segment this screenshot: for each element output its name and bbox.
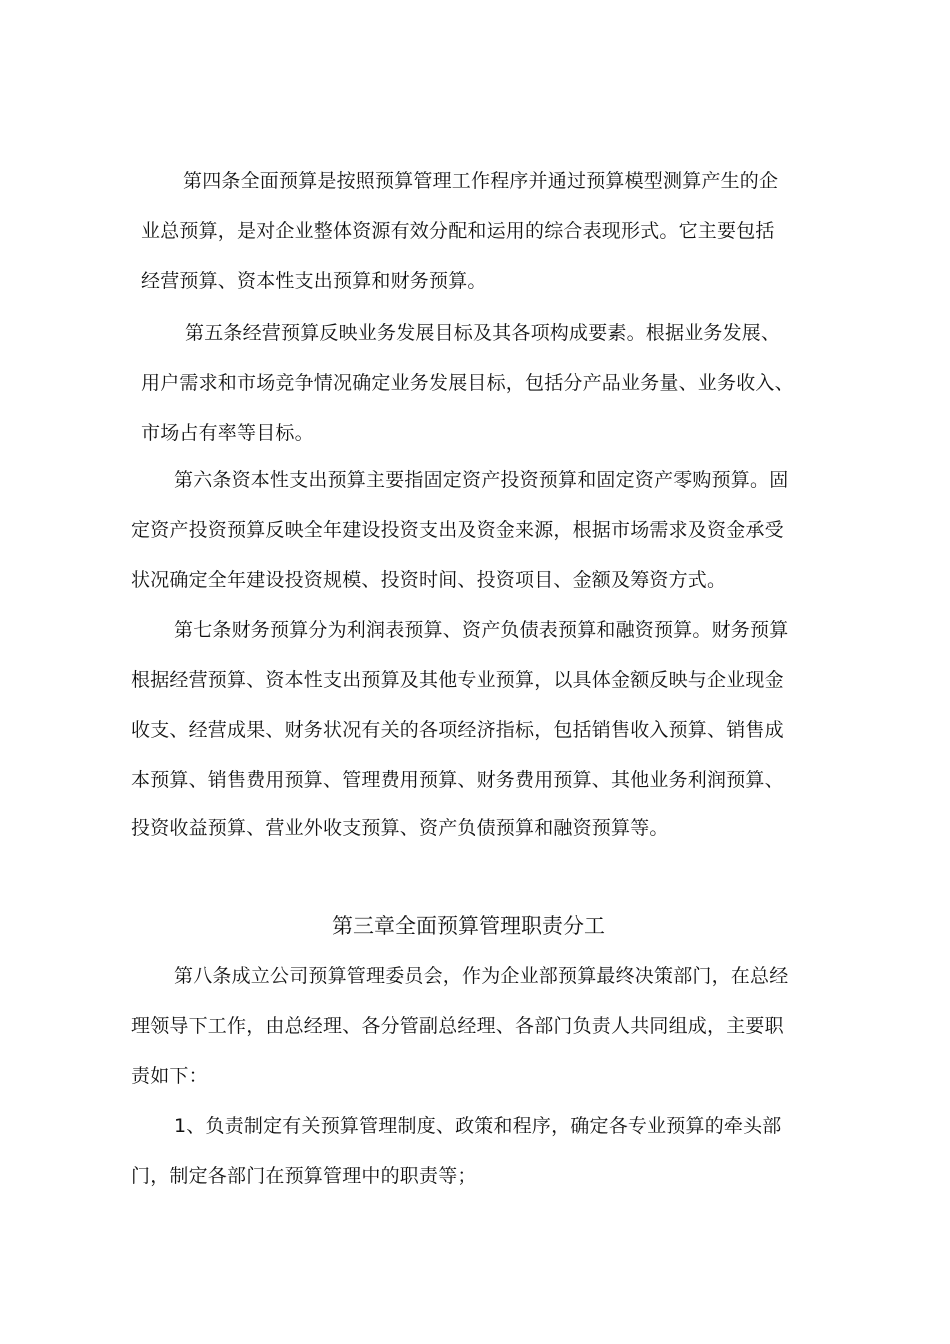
paragraph-line: 市场占有率等目标。 (141, 422, 314, 444)
paragraph-line: 1、负责制定有关预算管理制度、政策和程序，确定各专业预算的牵头部 (174, 1115, 782, 1137)
paragraph-line: 第六条资本性支出预算主要指固定资产投资预算和固定资产零购预算。固 (174, 469, 789, 491)
paragraph-line: 业总预算，是对企业整体资源有效分配和运用的综合表现形式。它主要包括 (141, 220, 775, 242)
paragraph-line: 第七条财务预算分为利润表预算、资产负债表预算和融资预算。财务预算 (174, 619, 789, 641)
paragraph-line: 第八条成立公司预算管理委员会，作为企业部预算最终决策部门，在总经 (174, 965, 789, 987)
paragraph-line: 第五条经营预算反映业务发展目标及其各项构成要素。根据业务发展、 (185, 322, 781, 344)
chapter-title: 第三章全面预算管理职责分工 (332, 914, 605, 938)
paragraph-line: 理领导下工作，由总经理、各分管副总经理、各部门负责人共同组成，主要职 (131, 1015, 784, 1037)
paragraph-line: 状况确定全年建设投资规模、投资时间、投资项目、金额及筹资方式。 (131, 569, 727, 591)
paragraph-line: 经营预算、资本性支出预算和财务预算。 (141, 270, 487, 292)
paragraph-line: 责如下： (131, 1065, 208, 1087)
paragraph-line: 投资收益预算、营业外收支预算、资产负债预算和融资预算等。 (131, 817, 669, 839)
paragraph-line: 第四条全面预算是按照预算管理工作程序并通过预算模型测算产生的企 (183, 170, 779, 192)
paragraph-line: 门，制定各部门在预算管理中的职责等； (131, 1165, 477, 1187)
paragraph-line: 本预算、销售费用预算、管理费用预算、财务费用预算、其他业务利润预算、 (131, 769, 784, 791)
paragraph-line: 收支、经营成果、财务状况有关的各项经济指标，包括销售收入预算、销售成 (131, 719, 784, 741)
paragraph-line: 用户需求和市场竞争情况确定业务发展目标，包括分产品业务量、业务收入、 (141, 372, 794, 394)
paragraph-line: 定资产投资预算反映全年建设投资支出及资金来源，根据市场需求及资金承受 (131, 519, 784, 541)
paragraph-line: 根据经营预算、资本性支出预算及其他专业预算，以具体金额反映与企业现金 (131, 669, 784, 691)
